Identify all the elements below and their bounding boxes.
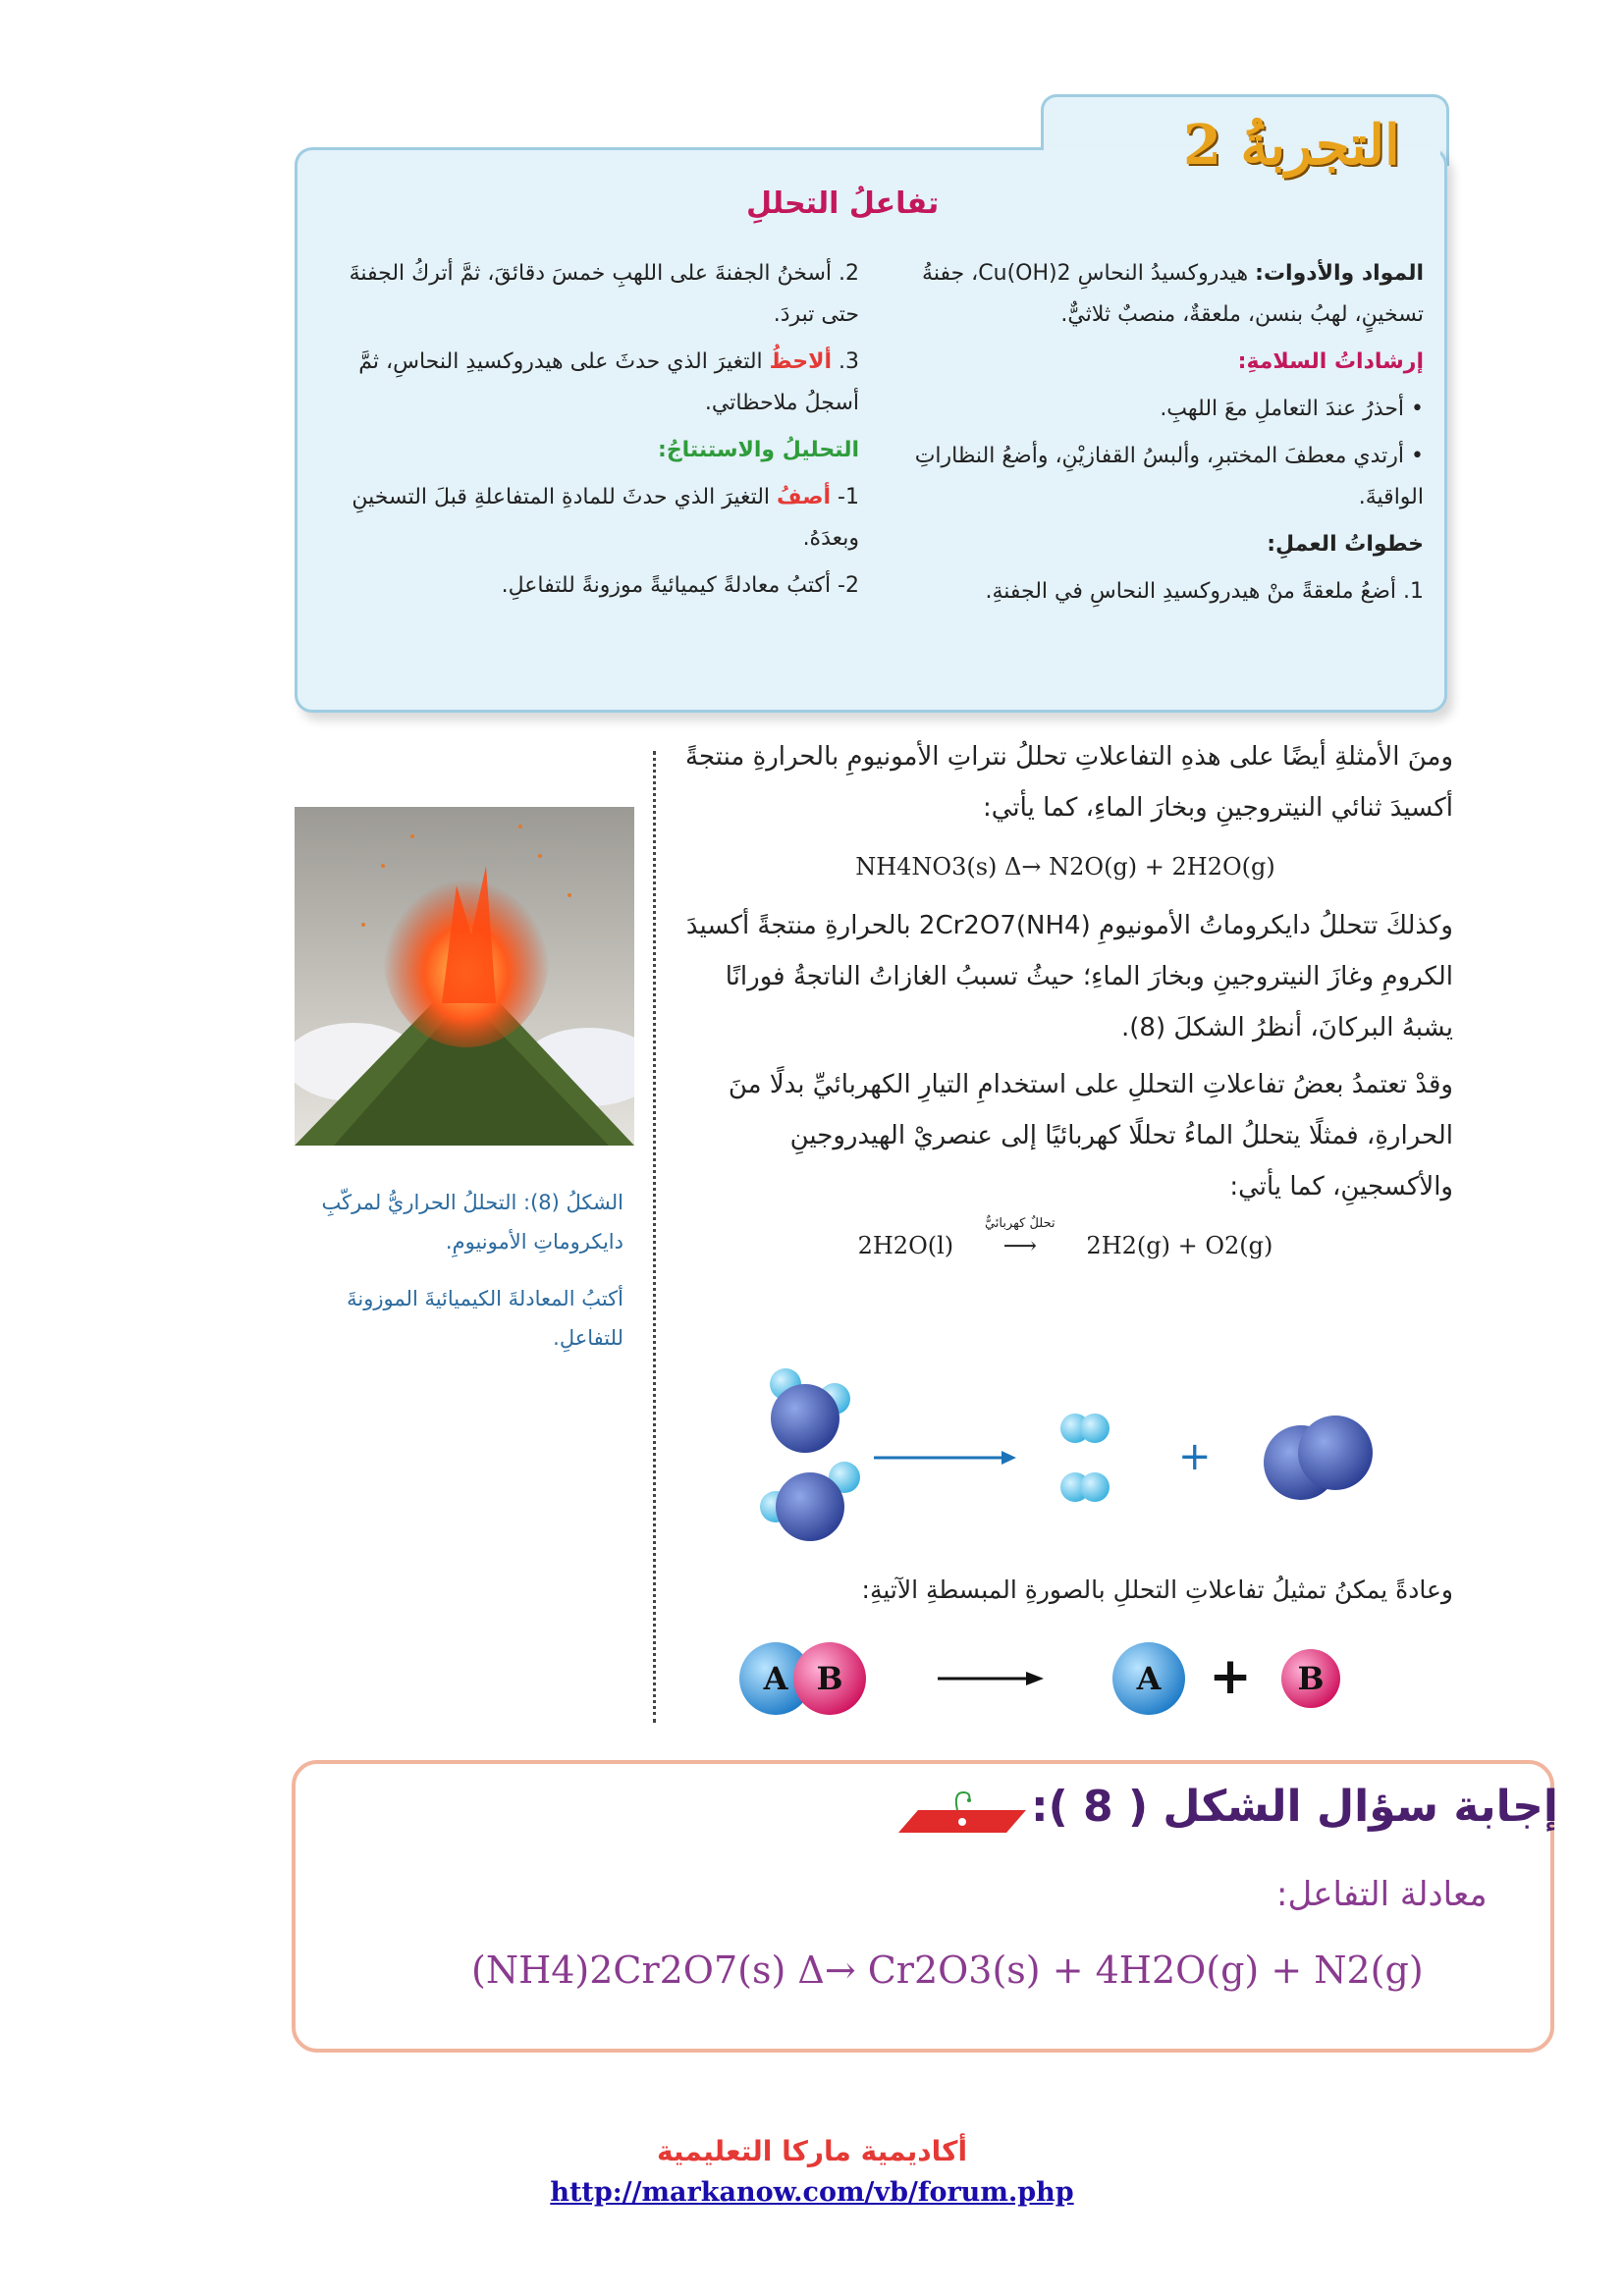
figure-question: أكتبُ المعادلةَ الكيميائيةَ الموزونةَ للتفاعلِ. bbox=[347, 1287, 623, 1350]
atom-b-label: B bbox=[1297, 1660, 1325, 1697]
equation-2-arrow-label: تحللٌ كهربائيٌّ bbox=[984, 1216, 1056, 1231]
steps-label: خطواتُ العملِ: bbox=[1267, 532, 1424, 557]
pencil-icon bbox=[889, 1789, 1031, 1847]
equation-2-right: 2H2(g) + O2(g) bbox=[1086, 1232, 1273, 1259]
oxygen-molecule bbox=[1264, 1415, 1373, 1500]
simplified-caption: وعادةً يمكنُ تمثيلُ تفاعلاتِ التحللِ بالصورةِ المبسطةِ الآتيةِ: bbox=[861, 1575, 1453, 1604]
plus-sign: + bbox=[1178, 1434, 1212, 1479]
safety-label: إرشاداتُ السلامةِ: bbox=[1237, 349, 1424, 374]
hydrogen-molecule bbox=[1060, 1472, 1110, 1502]
water-molecule bbox=[760, 1462, 860, 1541]
footer-name: أكاديمية ماركا التعليمية bbox=[656, 2135, 968, 2167]
step-3-number: 3. bbox=[839, 349, 859, 374]
atom-b-label: B bbox=[816, 1660, 843, 1697]
water-decomposition-diagram bbox=[746, 1360, 1453, 1546]
figure-caption-text: الشكلُ (8): التحللُ الحراريُّ لمركّبِ دايكروماتِ الأمونيومِ. bbox=[321, 1191, 623, 1254]
main-text bbox=[677, 731, 1453, 1279]
volcano-photo bbox=[295, 807, 634, 1146]
paragraph-3: وقدْ تعتمدُ بعضُ تفاعلاتِ التحللِ على استخدامِ التيارِ الكهربائيِّ بدلًا منَ الحرارةِ، فمثلًا يتحللُ الماءُ تحللًا كهربائيًا إلى عنصريْ الهيدروجينِ والأكسجينِ، كما يأتي: bbox=[728, 1070, 1453, 1201]
equation-1: NH4NO3(s) Δ→ N2O(g) + 2H2O(g) bbox=[855, 853, 1275, 881]
paragraph-1: ومنَ الأمثلةِ أيضًا على هذهِ التفاعلاتِ تحللُ نتراتِ الأمونيومِ بالحرارةِ منتجةً أكسيدَ ثنائي النيتروجينِ وبخارَ الماءِ، كما يأتي: bbox=[685, 742, 1453, 823]
analysis-2: 2- أكتبُ معادلةً كيميائيةً موزونةً للتفاعلِ. bbox=[501, 573, 859, 598]
analysis-1-verb: أصفُ bbox=[777, 485, 832, 509]
atom-a-label: A bbox=[1136, 1660, 1162, 1697]
figure-caption bbox=[304, 1183, 623, 1363]
materials-text: هيدروكسيدُ النحاسِ Cu(OH)2، جفنةُ تسخينٍ، لهبُ بنسن، ملعقةٌ، منصبٌ ثلاثيٌّ. bbox=[922, 261, 1424, 327]
hydrogen-molecule bbox=[1060, 1414, 1110, 1443]
footer-link[interactable]: http://markanow.com/vb/forum.php bbox=[550, 2177, 1074, 2208]
analysis-label: التحليلُ والاستنتاجُ: bbox=[658, 438, 859, 462]
analysis-1-number: 1- bbox=[838, 485, 859, 509]
water-molecule bbox=[770, 1368, 850, 1453]
equation-2-arrow: تحللٌ كهربائيٌّ ⟶ bbox=[961, 1220, 1079, 1271]
step-2: 2. أسخنُ الجفنةَ على اللهبِ خمسَ دقائقَ، ثمَّ أتركُ الجفنةَ حتى تبردَ. bbox=[349, 261, 859, 327]
reaction-arrow bbox=[874, 1451, 1016, 1465]
step-3-text: التغيرَ الذي حدثَ على هيدروكسيدِ النحاسِ، ثمَّ أسجلُ ملاحظاتي. bbox=[358, 349, 859, 415]
step-1: 1. أضعُ ملعقةً منْ هيدروكسيدِ النحاسِ في الجفنةِ. bbox=[985, 579, 1424, 604]
materials-label: المواد والأدوات: bbox=[1255, 261, 1424, 286]
step-3 bbox=[319, 342, 859, 424]
safety-item: • أرتدي معطفَ المختبرِ، وألبسُ القفازيْنِ، وأضعُ النظاراتِ الواقيةَ. bbox=[914, 444, 1424, 509]
atom-a-label: A bbox=[763, 1660, 788, 1697]
experiment-title: التجربةُ 2 bbox=[1183, 113, 1400, 178]
experiment-right-column bbox=[884, 253, 1424, 618]
materials bbox=[884, 253, 1424, 336]
paragraph-2: وكذلكَ تتحللُ دايكروماتُ الأمونيومِ (NH4)2Cr2O7 بالحرارةِ منتجةً أكسيدَ الكرومِ وغازَ النيتروجينِ وبخارَ الماءِ؛ حيثُ تسببُ الغازاتُ الناتجةُ فورانًا يشبهُ البركانَ، أنظرُ الشكلَ (8). bbox=[685, 911, 1453, 1042]
step-3-verb: ألاحظُ bbox=[769, 349, 832, 374]
analysis-1 bbox=[319, 477, 859, 560]
answer-label: معادلة التفاعل: bbox=[1276, 1875, 1488, 1914]
equation-2-left: 2H2O(l) bbox=[857, 1232, 954, 1259]
experiment-subtitle: تفاعلُ التحللِ bbox=[746, 187, 940, 221]
ab-decomposition-diagram bbox=[731, 1634, 1340, 1723]
analysis-1-text: التغيرَ الذي حدثَ للمادةِ المتفاعلةِ قبلَ التسخينِ وبعدَهُ. bbox=[352, 485, 859, 551]
ab-plus-sign: + bbox=[1209, 1647, 1252, 1706]
column-divider bbox=[653, 751, 656, 1723]
safety-item: • أحذرُ عندَ التعاملِ معَ اللهبِ. bbox=[1160, 397, 1424, 421]
experiment-left-column bbox=[319, 253, 859, 613]
answer-equation: (NH4)2Cr2O7(s) Δ→ Cr2O3(s) + 4H2O(g) + N2(g) bbox=[471, 1949, 1424, 1992]
equation-2 bbox=[677, 1216, 1453, 1271]
answer-title: إجابة سؤال الشكل ( 8 ): bbox=[1031, 1782, 1558, 1832]
